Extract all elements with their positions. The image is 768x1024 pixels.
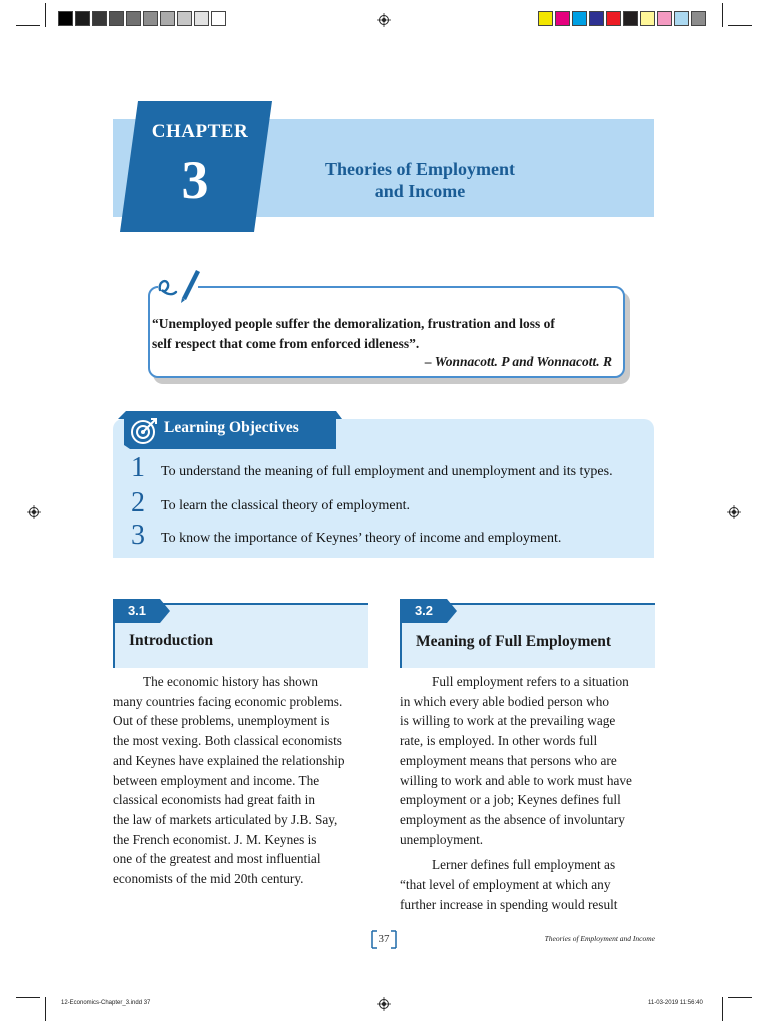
crop-mark: [45, 997, 46, 1021]
body-line: many countries facing economic problems.: [113, 693, 343, 709]
objective-text: To understand the meaning of full employment and unemployment and its types.: [161, 464, 613, 479]
body-line: economists of the mid 20th century.: [113, 871, 304, 887]
color-swatch: [657, 11, 672, 26]
color-swatch: [623, 11, 638, 26]
color-swatch: [589, 11, 604, 26]
gray-swatch: [58, 11, 73, 26]
objective-number: 1: [131, 452, 145, 483]
target-icon: [130, 417, 158, 445]
crop-mark: [16, 25, 40, 26]
body-line: Full employment refers to a situation: [432, 674, 629, 689]
body-line: Out of these problems, unemployment is: [113, 713, 330, 729]
body-line: rate, is employed. In other words full: [400, 733, 598, 749]
color-swatch: [572, 11, 587, 26]
body-line: The economic history has shown: [143, 674, 319, 689]
running-footer: Theories of Employment and Income: [544, 934, 655, 943]
objective-number: 3: [131, 520, 145, 551]
crop-mark: [16, 997, 40, 998]
learning-objectives-title: Learning Objectives: [164, 419, 299, 436]
body-line: classical economists had great faith in: [113, 792, 315, 808]
chapter-number: 3: [181, 150, 209, 210]
gray-swatch: [177, 11, 192, 26]
crop-mark: [722, 3, 723, 27]
section-title: Introduction: [129, 632, 214, 649]
gray-swatch: [75, 11, 90, 26]
body-line: between employment and income. The: [113, 772, 320, 788]
objective-text: To know the importance of Keynes’ theory of income and employment.: [161, 531, 562, 546]
chapter-label: CHAPTER: [151, 121, 249, 142]
color-swatch: [555, 11, 570, 26]
color-swatch: [640, 11, 655, 26]
gray-swatch: [143, 11, 158, 26]
quote-line1: “Unemployed people suffer the demoralization, frustration and loss of: [152, 316, 555, 331]
body-line: and Keynes have explained the relationship: [113, 752, 345, 768]
body-line: one of the greatest and most influential: [113, 851, 321, 867]
body-line: willing to work and able to work must have: [400, 772, 632, 788]
body-line: unemployment.: [400, 831, 484, 847]
gray-swatch: [109, 11, 124, 26]
registration-mark-icon: [27, 505, 41, 519]
quote-text: [152, 314, 612, 354]
registration-mark-icon: [377, 13, 391, 27]
slug-timestamp: 11-03-2019 11:56:40: [648, 1000, 703, 1006]
chapter-title: [300, 158, 540, 202]
crop-mark: [728, 25, 752, 26]
color-swatch: [606, 11, 621, 26]
body-line: employment as the absence of involuntary: [400, 811, 625, 827]
page-number: 37: [378, 933, 390, 945]
body-line: “that level of employment at which any: [400, 877, 611, 893]
gray-swatch: [160, 11, 175, 26]
body-line: the most vexing. Both classical economists: [113, 733, 342, 749]
objective-text: To learn the classical theory of employment.: [161, 498, 410, 513]
gray-swatch: [126, 11, 141, 26]
body-line: is willing to work at the prevailing wage: [400, 713, 616, 729]
color-swatch: [538, 11, 553, 26]
pen-writing-icon: [152, 264, 204, 304]
section-title: Meaning of Full Employment: [416, 633, 612, 650]
quote-author: – Wonnacott. P and Wonnacott. R: [424, 354, 612, 369]
section-number: 3.2: [414, 603, 434, 618]
slug-filename: 12-Economics-Chapter_3.indd 37: [61, 1000, 151, 1006]
body-line: employment or a job; Keynes defines full: [400, 792, 621, 808]
section-body: [113, 672, 368, 889]
chapter-title-line2: and Income: [374, 181, 466, 201]
gray-swatch: [211, 11, 226, 26]
registration-mark-icon: [727, 505, 741, 519]
crop-mark: [728, 997, 752, 998]
gray-swatch: [92, 11, 107, 26]
registration-mark-icon: [377, 997, 391, 1011]
body-line: in which every able bodied person who: [400, 693, 609, 709]
crop-mark: [45, 3, 46, 27]
section-body: [400, 672, 655, 914]
color-swatch: [691, 11, 706, 26]
crop-mark: [722, 997, 723, 1021]
body-line: the law of markets articulated by J.B. Say,: [113, 811, 338, 827]
quote-line2: self respect that come from enforced idleness”.: [152, 336, 420, 351]
body-line: further increase in spending would result: [400, 896, 618, 912]
body-line: Lerner defines full employment as: [432, 857, 616, 873]
section-number: 3.1: [127, 603, 147, 618]
gray-swatch: [194, 11, 209, 26]
body-line: employment means that persons who are: [400, 752, 617, 768]
objective-number: 2: [131, 487, 145, 518]
chapter-title-line1: Theories of Employment: [325, 159, 515, 179]
color-swatch: [674, 11, 689, 26]
body-line: the French economist. J. M. Keynes is: [113, 831, 317, 847]
